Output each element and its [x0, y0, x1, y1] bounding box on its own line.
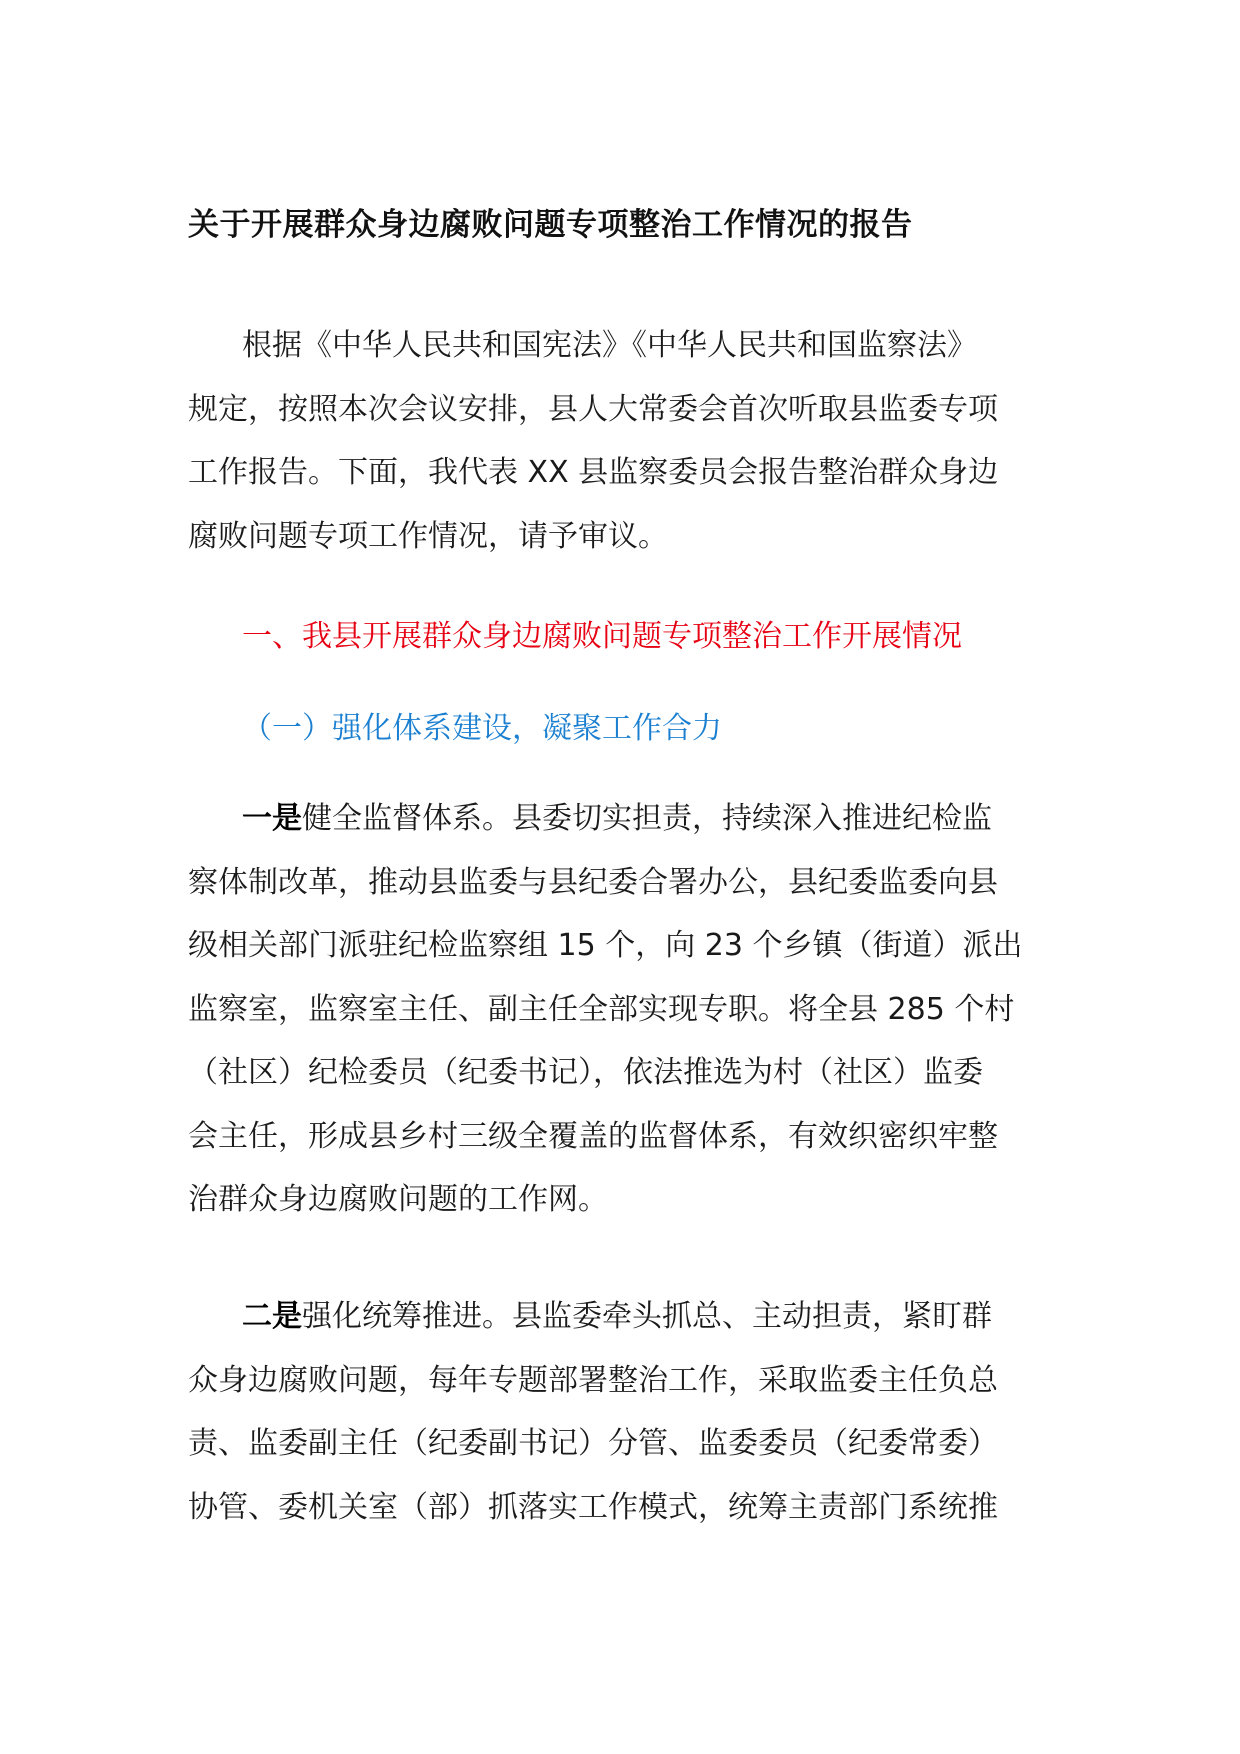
paragraph-line: 级相关部门派驻纪检监察组 15 个，向 23 个乡镇（街道）派出	[188, 928, 1023, 963]
intro-line: 腐败问题专项工作情况，请予审议。	[188, 518, 668, 554]
paragraph-first-line-text: 强化统筹推进。县监委牵头抓总、主动担责，紧盯群	[302, 1299, 992, 1334]
paragraph-line: 责、监委副主任（纪委副书记）分管、监委委员（纪委常委）	[188, 1426, 998, 1461]
paragraph-two	[188, 1285, 1052, 1539]
intro-line: 工作报告。下面，我代表 XX 县监察委员会报告整治群众身边	[188, 455, 999, 490]
paragraph-first-line	[188, 1285, 1052, 1349]
paragraph-line: 治群众身边腐败问题的工作网。	[188, 1182, 608, 1217]
paragraph-line: 众身边腐败问题，每年专题部署整治工作，采取监委主任负总	[188, 1362, 998, 1398]
paragraph-one	[188, 787, 1052, 1232]
paragraph-line: 会主任，形成县乡村三级全覆盖的监督体系，有效织密织牢整	[188, 1118, 998, 1154]
intro-line: 根据《中华人民共和国宪法》《中华人民共和国监察法》	[242, 328, 977, 363]
intro-paragraph	[188, 314, 1052, 568]
paragraph-line: （社区）纪检委员（纪委书记），依法推选为村（社区）监委	[188, 1055, 983, 1090]
paragraph-lead: 一是	[242, 801, 302, 836]
document-title: 关于开展群众身边腐败问题专项整治工作情况的报告	[188, 207, 913, 243]
paragraph-first-line-text: 健全监督体系。县委切实担责，持续深入推进纪检监	[302, 801, 992, 836]
subsection-heading: （一）强化体系建设，凝聚工作合力	[242, 711, 722, 746]
paragraph-line: 察体制改革，推动县监委与县纪委合署办公，县纪委监委向县	[188, 864, 998, 900]
paragraph-first-line	[188, 787, 1052, 851]
paragraph-line: 监察室，监察室主任、副主任全部实现专职。将全县 285 个村	[188, 991, 1015, 1027]
intro-line: 规定，按照本次会议安排，县人大常委会首次听取县监委专项	[188, 391, 998, 427]
section-heading: 一、我县开展群众身边腐败问题专项整治工作开展情况	[242, 619, 962, 654]
paragraph-line: 协管、委机关室（部）抓落实工作模式，统筹主责部门系统推	[188, 1489, 998, 1525]
paragraph-lead: 二是	[242, 1299, 302, 1334]
